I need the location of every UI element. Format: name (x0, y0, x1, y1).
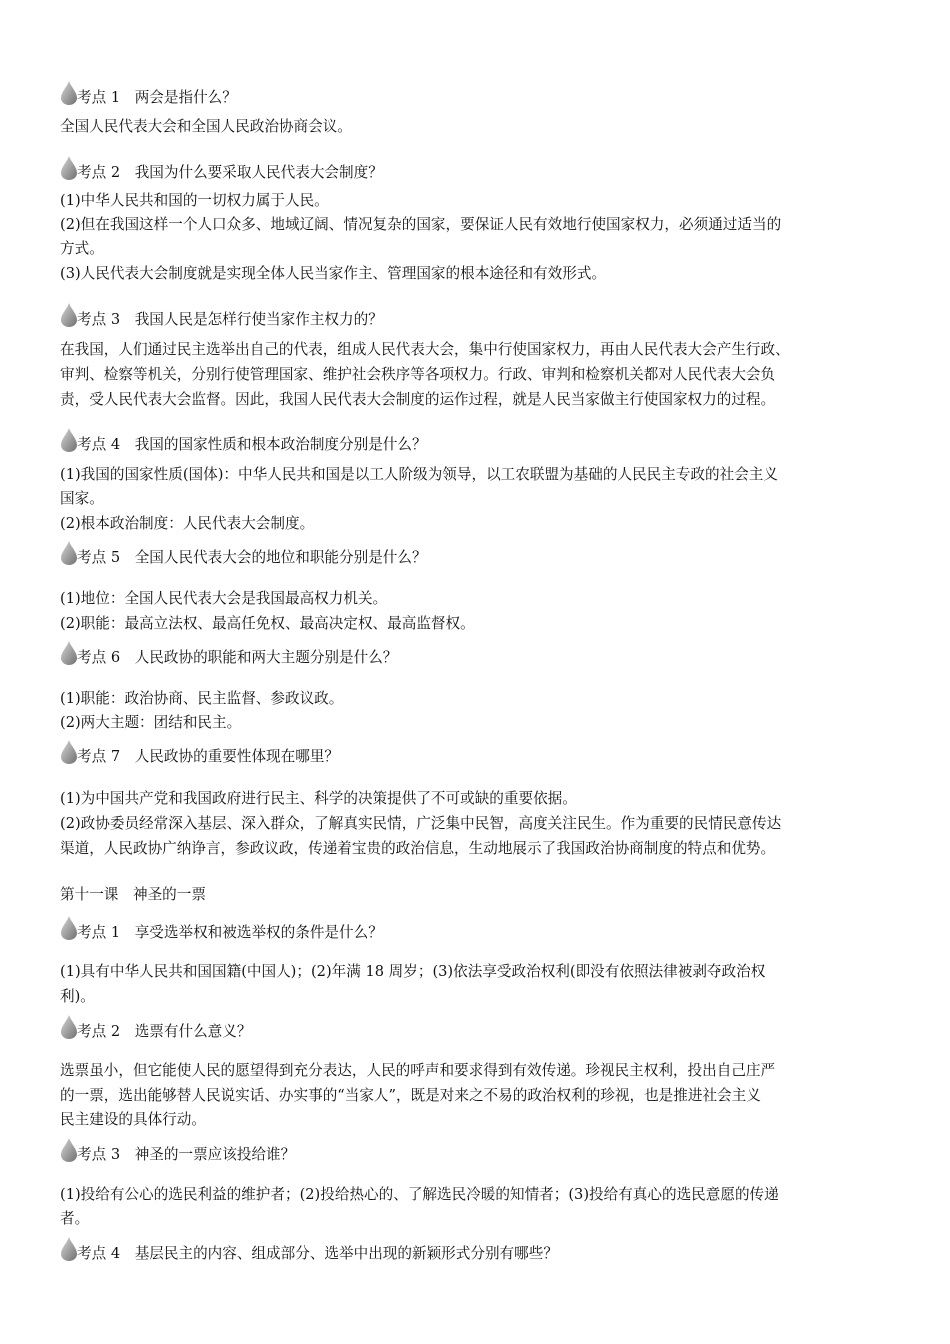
question-heading (60, 1242, 880, 1270)
drop-bullet-icon (60, 1014, 78, 1040)
question-heading (60, 1020, 880, 1048)
drop-bullet-icon (60, 302, 78, 328)
answer-text: (1)具有中华人民共和国国籍(中国人)；(2)年满 18 周岁；(3)依法享受政治权利(即没有依照法律被剥夺政治权 (60, 963, 766, 980)
answer-text: 民主建设的具体行动。 (60, 1111, 206, 1128)
answer-text: (1)职能：政治协商、民主监督、参政议政。 (60, 690, 344, 707)
drop-bullet-icon (60, 1137, 78, 1163)
drop-bullet-icon (60, 1236, 78, 1262)
answer-text: (1)我国的国家性质(国体)：中华人民共和国是以工人阶级为领导，以工农联盟为基础的人民民主专政的社会主义 (60, 466, 778, 483)
question-heading (60, 1143, 880, 1171)
question-heading (60, 546, 880, 574)
answer-text: 选票虽小，但它能使人民的愿望得到充分表达，人民的呼声和要求得到有效传递。珍视民主权利，投出自己庄严 (60, 1062, 776, 1079)
answer-text: (2)政协委员经常深入基层、深入群众，了解真实民情，广泛集中民智，高度关注民生。作为重要的民情民意传达 (60, 815, 782, 832)
drop-bullet-icon (60, 640, 78, 666)
question-text: 考点 7 人民政协的重要性体现在哪里？ (77, 748, 340, 765)
answer-text: (1)为中国共产党和我国政府进行民主、科学的决策提供了不可或缺的重要依据。 (60, 790, 577, 807)
question-heading (60, 161, 880, 189)
drop-bullet-icon (60, 80, 78, 106)
answer-text: (2)两大主题：团结和民主。 (60, 714, 242, 731)
question-text: 考点 3 神圣的一票应该投给谁？ (77, 1146, 296, 1163)
question-heading (60, 921, 880, 949)
answer-text: (2)职能：最高立法权、最高任免权、最高决定权、最高监督权。 (60, 615, 475, 632)
answer-text: 者。 (60, 1210, 90, 1227)
question-heading (60, 433, 880, 461)
question-text: 考点 5 全国人民代表大会的地位和职能分别是什么？ (77, 549, 427, 566)
lesson-title: 第十一课 神圣的一票 (60, 886, 206, 903)
answer-text: (3)人民代表大会制度就是实现全体人民当家作主、管理国家的根本途径和有效形式。 (60, 265, 607, 282)
answer-text: 的一票，选出能够替人民说实话、办实事的“当家人”，既是对来之不易的政治权利的珍视，也是推进社会主义 (60, 1087, 761, 1104)
question-text: 考点 3 我国人民是怎样行使当家作主权力的？ (77, 311, 383, 328)
answer-text: (2)根本政治制度：人民代表大会制度。 (60, 515, 315, 532)
answer-text: (1)投给有公心的选民利益的维护者；(2)投给热心的、了解选民冷暖的知情者；(3)投给有真心的选民意愿的传递 (60, 1186, 779, 1203)
question-text: 考点 1 两会是指什么？ (77, 89, 237, 106)
question-heading (60, 86, 880, 114)
answer-text: 责，受人民代表大会监督。因此，我国人民代表大会制度的运作过程，就是人民当家做主行使国家权力的过程。 (60, 391, 776, 408)
answer-text: (1)中华人民共和国的一切权力属于人民。 (60, 192, 329, 209)
question-heading (60, 308, 880, 336)
answer-text: 利)。 (60, 988, 95, 1005)
answer-text: 国家。 (60, 490, 104, 507)
question-text: 考点 2 我国为什么要采取人民代表大会制度？ (77, 164, 383, 181)
answer-text: 审判、检察等机关，分别行使管理国家、维护社会秩序等各项权力。行政、审判和检察机关都对人民代表大会负 (60, 366, 776, 383)
question-text: 考点 6 人民政协的职能和两大主题分别是什么？ (77, 649, 398, 666)
question-text: 考点 4 基层民主的内容、组成部分、选举中出现的新颖形式分别有哪些？ (77, 1245, 558, 1262)
drop-bullet-icon (60, 540, 78, 566)
drop-bullet-icon (60, 915, 78, 941)
question-text: 考点 1 享受选举权和被选举权的条件是什么？ (77, 924, 383, 941)
answer-text: (1)地位：全国人民代表大会是我国最高权力机关。 (60, 590, 388, 607)
question-heading (60, 646, 880, 674)
drop-bullet-icon (60, 739, 78, 765)
question-text: 考点 2 选票有什么意义？ (77, 1023, 252, 1040)
answer-text: 渠道，人民政协广纳诤言，参政议政，传递着宝贵的政治信息，生动地展示了我国政治协商制度的特点和优势。 (60, 840, 776, 857)
drop-bullet-icon (60, 427, 78, 453)
answer-text: 在我国，人们通过民主选举出自己的代表，组成人民代表大会，集中行使国家权力，再由人民代表大会产生行政、 (60, 341, 790, 358)
answer-text: 方式。 (60, 240, 104, 257)
answer-text: 全国人民代表大会和全国人民政治协商会议。 (60, 118, 352, 135)
answer-text: (2)但在我国这样一个人口众多、地域辽阔、情况复杂的国家，要保证人民有效地行使国家权力，必须通过适当的 (60, 216, 782, 233)
question-heading (60, 745, 880, 773)
question-text: 考点 4 我国的国家性质和根本政治制度分别是什么？ (77, 436, 427, 453)
drop-bullet-icon (60, 155, 78, 181)
